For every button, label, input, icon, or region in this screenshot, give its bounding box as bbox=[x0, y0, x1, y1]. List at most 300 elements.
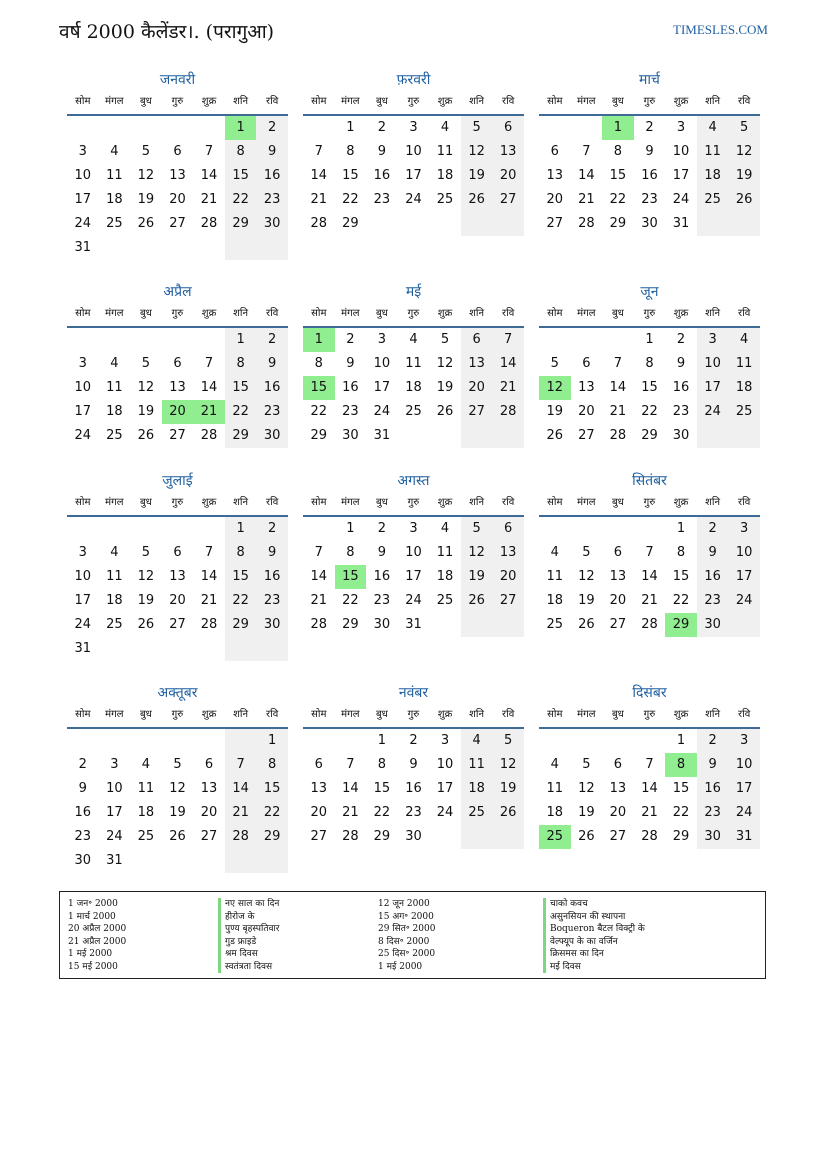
day-cell: 18 bbox=[697, 164, 729, 188]
day-cell: 11 bbox=[137, 781, 155, 796]
holiday-name: हीरोज के bbox=[218, 911, 378, 924]
holiday-day-cell: 29 bbox=[665, 613, 697, 637]
month-december bbox=[539, 683, 760, 895]
empty-cell bbox=[303, 517, 335, 541]
day-cell: 30 bbox=[672, 428, 690, 443]
day-cell: 30 bbox=[256, 613, 288, 637]
day-cell: 17 bbox=[436, 781, 454, 796]
weekday-label: शनि bbox=[233, 96, 249, 107]
holiday-date: 8 दिस॰ 2000 bbox=[378, 936, 430, 947]
day-cell: 13 bbox=[492, 140, 524, 164]
empty-cell bbox=[602, 729, 634, 753]
day-cell: 22 bbox=[256, 801, 288, 825]
day-cell: 15 bbox=[672, 569, 690, 584]
day-cell: 15 bbox=[342, 168, 359, 183]
day-cell: 24 bbox=[728, 589, 760, 613]
holiday-date: 1 मई 2000 bbox=[378, 961, 423, 972]
weekday-label: बुध bbox=[375, 308, 388, 319]
day-cell: 4 bbox=[550, 757, 559, 772]
empty-cell bbox=[429, 613, 461, 637]
month-title: जनवरी bbox=[159, 72, 196, 88]
weekday-label: बुध bbox=[375, 96, 388, 107]
weekday-label: बुध bbox=[611, 709, 624, 720]
day-cell: 8 bbox=[676, 545, 686, 560]
weekday-header bbox=[539, 303, 760, 328]
day-cell: 18 bbox=[137, 805, 155, 820]
month-title: मार्च bbox=[639, 72, 660, 88]
weekday-label: सोम bbox=[75, 308, 91, 319]
day-cell: 4 bbox=[697, 116, 729, 140]
day-cell: 11 bbox=[697, 140, 729, 164]
day-cell: 26 bbox=[436, 404, 454, 419]
day-cell: 27 bbox=[492, 188, 524, 212]
day-cell: 30 bbox=[373, 617, 391, 632]
weekday-label: रवि bbox=[266, 709, 279, 720]
day-cell: 8 bbox=[346, 545, 355, 560]
empty-cell bbox=[193, 849, 225, 873]
weekday-header bbox=[539, 91, 760, 116]
day-cell: 19 bbox=[492, 777, 524, 801]
month-july bbox=[67, 471, 288, 683]
day-cell: 24 bbox=[405, 192, 422, 207]
empty-cell bbox=[67, 729, 99, 753]
day-cell: 26 bbox=[461, 188, 493, 212]
empty-cell bbox=[130, 637, 162, 661]
day-cell: 28 bbox=[200, 617, 218, 632]
month-march bbox=[539, 70, 760, 282]
day-cell: 6 bbox=[550, 144, 559, 159]
weekday-header bbox=[303, 303, 524, 328]
day-cell: 13 bbox=[169, 380, 186, 395]
weekday-label: सोम bbox=[75, 709, 91, 720]
day-cell: 3 bbox=[110, 757, 119, 772]
day-cell: 18 bbox=[546, 593, 564, 608]
weekday-label: शनि bbox=[233, 709, 249, 720]
day-cell: 3 bbox=[728, 729, 760, 753]
day-cell: 25 bbox=[546, 617, 564, 632]
empty-cell bbox=[67, 328, 99, 352]
empty-cell bbox=[193, 517, 225, 541]
holiday-date: 1 जन॰ 2000 bbox=[68, 899, 118, 909]
day-cell: 15 bbox=[609, 168, 627, 183]
day-cell: 9 bbox=[377, 144, 387, 159]
day-cell: 10 bbox=[74, 569, 92, 584]
day-cell: 11 bbox=[106, 569, 123, 584]
empty-cell bbox=[335, 729, 367, 753]
day-cell: 24 bbox=[373, 404, 391, 419]
day-cell: 26 bbox=[728, 188, 760, 212]
day-cell: 17 bbox=[672, 168, 690, 183]
day-cell: 4 bbox=[728, 328, 760, 352]
holiday-day-cell: 15 bbox=[335, 565, 367, 589]
day-cell: 3 bbox=[409, 120, 418, 135]
day-cell: 26 bbox=[461, 589, 493, 613]
weekday-label: रवि bbox=[738, 709, 751, 720]
weekday-label: मंगल bbox=[105, 96, 124, 107]
empty-cell bbox=[162, 236, 194, 260]
empty-cell bbox=[193, 328, 225, 352]
day-cell: 1 bbox=[377, 733, 387, 748]
day-cell: 7 bbox=[346, 757, 355, 772]
empty-cell bbox=[461, 825, 493, 849]
day-cell: 8 bbox=[225, 352, 257, 376]
day-cell: 7 bbox=[645, 757, 654, 772]
day-cell: 28 bbox=[578, 216, 595, 231]
day-cell: 25 bbox=[461, 801, 493, 825]
day-cell: 28 bbox=[492, 400, 524, 424]
empty-cell bbox=[492, 212, 524, 236]
day-cell: 11 bbox=[405, 356, 422, 371]
weekday-label: सोम bbox=[311, 308, 327, 319]
day-cell: 2 bbox=[256, 328, 288, 352]
weekday-label: गुरु bbox=[643, 96, 656, 107]
day-cell: 18 bbox=[461, 777, 493, 801]
weekday-label: बुध bbox=[375, 709, 388, 720]
weekday-header bbox=[539, 704, 760, 729]
weekday-label: मंगल bbox=[105, 709, 124, 720]
day-cell: 21 bbox=[641, 593, 658, 608]
day-cell: 29 bbox=[342, 216, 359, 231]
empty-cell bbox=[256, 849, 288, 873]
day-cell: 23 bbox=[697, 801, 729, 825]
day-cell: 27 bbox=[169, 428, 186, 443]
day-cell: 28 bbox=[310, 216, 328, 231]
holiday-name: क्रिसमस का दिन bbox=[543, 948, 743, 961]
day-cell: 18 bbox=[106, 593, 123, 608]
day-cell: 8 bbox=[256, 753, 288, 777]
day-cell: 23 bbox=[256, 589, 288, 613]
day-cell: 14 bbox=[578, 168, 595, 183]
holiday-day-cell: 12 bbox=[539, 376, 571, 400]
day-grid bbox=[303, 729, 524, 849]
empty-cell bbox=[539, 729, 571, 753]
empty-cell bbox=[492, 825, 524, 849]
day-cell: 22 bbox=[672, 593, 690, 608]
day-cell: 5 bbox=[728, 116, 760, 140]
weekday-label: गुरु bbox=[171, 96, 184, 107]
day-cell: 21 bbox=[200, 192, 218, 207]
day-cell: 12 bbox=[578, 569, 595, 584]
weekday-header bbox=[539, 492, 760, 517]
legend-names-1 bbox=[218, 898, 378, 973]
day-cell: 10 bbox=[405, 545, 422, 560]
day-cell: 10 bbox=[106, 781, 123, 796]
day-cell: 30 bbox=[697, 613, 729, 637]
weekday-label: रवि bbox=[738, 497, 751, 508]
day-cell: 30 bbox=[641, 216, 658, 231]
month-title: अगस्त bbox=[397, 473, 430, 489]
day-cell: 6 bbox=[173, 545, 182, 560]
day-cell: 7 bbox=[582, 144, 591, 159]
month-february bbox=[303, 70, 524, 282]
day-cell: 14 bbox=[225, 777, 257, 801]
holiday-day-cell: 8 bbox=[665, 753, 697, 777]
day-cell: 6 bbox=[461, 328, 493, 352]
day-cell: 15 bbox=[672, 781, 690, 796]
holiday-name: पुण्य बृहस्पतिवार bbox=[218, 923, 378, 936]
day-cell: 22 bbox=[342, 593, 359, 608]
day-cell: 22 bbox=[225, 400, 257, 424]
day-cell: 24 bbox=[74, 428, 92, 443]
empty-cell bbox=[571, 116, 603, 140]
day-cell: 21 bbox=[225, 801, 257, 825]
day-cell: 28 bbox=[225, 825, 257, 849]
empty-cell bbox=[461, 424, 493, 448]
day-cell: 16 bbox=[74, 805, 92, 820]
day-grid bbox=[539, 729, 760, 849]
weekday-label: मंगल bbox=[341, 709, 360, 720]
empty-cell bbox=[461, 613, 493, 637]
day-cell: 12 bbox=[137, 168, 155, 183]
day-cell: 23 bbox=[641, 192, 658, 207]
empty-cell bbox=[67, 116, 99, 140]
holiday-date: 20 अप्रैल 2000 bbox=[68, 924, 127, 934]
day-cell: 22 bbox=[641, 404, 658, 419]
holiday-name: गुड फ्राइडे bbox=[218, 936, 378, 949]
weekday-label: रवि bbox=[502, 308, 515, 319]
day-cell: 11 bbox=[546, 781, 564, 796]
empty-cell bbox=[398, 424, 430, 448]
day-cell: 29 bbox=[373, 829, 391, 844]
day-cell: 4 bbox=[461, 729, 493, 753]
day-cell: 18 bbox=[106, 192, 123, 207]
weekday-label: शनि bbox=[233, 497, 249, 508]
day-grid bbox=[539, 328, 760, 448]
weekday-label: गुरु bbox=[407, 709, 420, 720]
empty-cell bbox=[539, 517, 571, 541]
day-cell: 7 bbox=[225, 753, 257, 777]
weekday-label: गुरु bbox=[171, 497, 184, 508]
holiday-name: चाको कवच bbox=[543, 898, 743, 911]
day-cell: 13 bbox=[169, 569, 186, 584]
day-cell: 14 bbox=[200, 569, 218, 584]
day-grid bbox=[303, 517, 524, 637]
weekday-label: बुध bbox=[611, 497, 624, 508]
day-cell: 18 bbox=[728, 376, 760, 400]
holiday-day-cell: 20 bbox=[162, 400, 194, 424]
empty-cell bbox=[539, 328, 571, 352]
empty-cell bbox=[571, 729, 603, 753]
empty-cell bbox=[162, 517, 194, 541]
weekday-label: सोम bbox=[311, 709, 327, 720]
empty-cell bbox=[303, 116, 335, 140]
day-cell: 22 bbox=[609, 192, 627, 207]
day-cell: 10 bbox=[697, 352, 729, 376]
day-cell: 29 bbox=[225, 212, 257, 236]
day-cell: 2 bbox=[377, 120, 387, 135]
day-cell: 21 bbox=[578, 192, 595, 207]
holiday-name: असुनसियन की स्थापना bbox=[543, 911, 743, 924]
day-cell: 15 bbox=[225, 376, 257, 400]
weekday-label: शनि bbox=[469, 497, 485, 508]
empty-cell bbox=[193, 729, 225, 753]
day-cell: 25 bbox=[106, 617, 123, 632]
day-cell: 1 bbox=[346, 521, 355, 536]
day-cell: 17 bbox=[74, 593, 92, 608]
day-cell: 9 bbox=[676, 356, 686, 371]
day-cell: 14 bbox=[641, 569, 658, 584]
day-cell: 12 bbox=[461, 541, 493, 565]
weekday-label: शुक्र bbox=[201, 709, 217, 720]
weekday-label: रवि bbox=[266, 96, 279, 107]
day-cell: 26 bbox=[137, 216, 155, 231]
day-cell: 6 bbox=[613, 545, 623, 560]
holiday-day-cell: 1 bbox=[602, 116, 634, 140]
legend-dates-2 bbox=[378, 898, 543, 973]
day-cell: 23 bbox=[672, 404, 690, 419]
day-cell: 13 bbox=[310, 781, 328, 796]
day-cell: 21 bbox=[492, 376, 524, 400]
day-cell: 1 bbox=[676, 733, 686, 748]
legend-dates-1 bbox=[68, 898, 218, 973]
day-cell: 20 bbox=[609, 593, 627, 608]
day-cell: 12 bbox=[461, 140, 493, 164]
weekday-label: रवि bbox=[738, 308, 751, 319]
day-cell: 2 bbox=[645, 120, 654, 135]
day-cell: 22 bbox=[373, 805, 391, 820]
weekday-label: मंगल bbox=[577, 96, 596, 107]
weekday-label: बुध bbox=[375, 497, 388, 508]
day-cell: 21 bbox=[609, 404, 627, 419]
day-cell: 7 bbox=[204, 356, 214, 371]
day-cell: 21 bbox=[342, 805, 359, 820]
day-cell: 21 bbox=[641, 805, 658, 820]
day-cell: 3 bbox=[78, 545, 87, 560]
empty-cell bbox=[697, 424, 729, 448]
day-cell: 13 bbox=[609, 569, 627, 584]
day-cell: 19 bbox=[578, 593, 595, 608]
day-cell: 19 bbox=[137, 404, 155, 419]
day-cell: 7 bbox=[314, 144, 323, 159]
day-cell: 14 bbox=[609, 380, 627, 395]
day-cell: 18 bbox=[405, 380, 422, 395]
day-cell: 2 bbox=[256, 517, 288, 541]
empty-cell bbox=[162, 116, 194, 140]
empty-cell bbox=[162, 729, 194, 753]
weekday-label: मंगल bbox=[105, 497, 124, 508]
empty-cell bbox=[130, 729, 162, 753]
day-cell: 10 bbox=[74, 168, 92, 183]
day-cell: 9 bbox=[256, 140, 288, 164]
empty-cell bbox=[99, 328, 131, 352]
empty-cell bbox=[429, 212, 461, 236]
weekday-label: बुध bbox=[611, 96, 624, 107]
day-cell: 12 bbox=[492, 753, 524, 777]
legend-names-2 bbox=[543, 898, 743, 973]
day-cell: 11 bbox=[546, 569, 564, 584]
day-grid bbox=[67, 517, 288, 661]
empty-cell bbox=[130, 849, 162, 873]
empty-cell bbox=[256, 637, 288, 661]
day-cell: 26 bbox=[492, 801, 524, 825]
day-cell: 16 bbox=[697, 565, 729, 589]
day-cell: 6 bbox=[492, 517, 524, 541]
day-cell: 27 bbox=[169, 617, 186, 632]
empty-cell bbox=[429, 424, 461, 448]
day-cell: 9 bbox=[256, 541, 288, 565]
day-cell: 4 bbox=[550, 545, 559, 560]
day-cell: 2 bbox=[346, 332, 355, 347]
day-cell: 5 bbox=[141, 144, 151, 159]
weekday-label: शनि bbox=[705, 709, 721, 720]
weekday-label: रवि bbox=[738, 96, 751, 107]
day-cell: 25 bbox=[405, 404, 422, 419]
day-cell: 30 bbox=[74, 853, 92, 868]
weekday-label: मंगल bbox=[105, 308, 124, 319]
day-cell: 8 bbox=[225, 541, 257, 565]
day-cell: 19 bbox=[169, 805, 186, 820]
empty-cell bbox=[130, 116, 162, 140]
day-grid bbox=[539, 116, 760, 236]
day-cell: 16 bbox=[342, 380, 359, 395]
empty-cell bbox=[225, 849, 257, 873]
day-cell: 7 bbox=[645, 545, 654, 560]
day-cell: 11 bbox=[436, 545, 454, 560]
day-cell: 22 bbox=[225, 188, 257, 212]
day-cell: 2 bbox=[697, 729, 729, 753]
day-cell: 6 bbox=[173, 144, 182, 159]
day-cell: 23 bbox=[697, 589, 729, 613]
holiday-legend bbox=[59, 891, 766, 979]
day-cell: 25 bbox=[728, 400, 760, 424]
empty-cell bbox=[492, 613, 524, 637]
day-cell: 14 bbox=[310, 569, 328, 584]
day-cell: 17 bbox=[373, 380, 391, 395]
weekday-label: रवि bbox=[502, 709, 515, 720]
day-cell: 30 bbox=[405, 829, 422, 844]
day-cell: 23 bbox=[373, 593, 391, 608]
day-cell: 24 bbox=[106, 829, 123, 844]
day-cell: 15 bbox=[225, 565, 257, 589]
day-cell: 9 bbox=[256, 352, 288, 376]
weekday-label: सोम bbox=[311, 96, 327, 107]
empty-cell bbox=[697, 212, 729, 236]
day-cell: 4 bbox=[409, 332, 418, 347]
holiday-name: Boqueron बैटल विक्ट्री के bbox=[543, 923, 743, 936]
day-cell: 25 bbox=[436, 593, 454, 608]
weekday-label: गुरु bbox=[643, 497, 656, 508]
day-cell: 19 bbox=[578, 805, 595, 820]
day-cell: 5 bbox=[461, 517, 493, 541]
day-cell: 7 bbox=[204, 545, 214, 560]
day-cell: 4 bbox=[110, 356, 119, 371]
day-cell: 5 bbox=[582, 757, 591, 772]
day-cell: 13 bbox=[461, 352, 493, 376]
month-october bbox=[67, 683, 288, 895]
empty-cell bbox=[728, 613, 760, 637]
day-cell: 27 bbox=[200, 829, 218, 844]
day-cell: 17 bbox=[728, 777, 760, 801]
day-cell: 2 bbox=[409, 733, 418, 748]
day-cell: 5 bbox=[582, 545, 591, 560]
day-cell: 18 bbox=[436, 168, 454, 183]
weekday-label: शुक्र bbox=[201, 497, 217, 508]
empty-cell bbox=[398, 212, 430, 236]
weekday-label: सोम bbox=[547, 308, 563, 319]
day-cell: 8 bbox=[225, 140, 257, 164]
day-cell: 10 bbox=[728, 541, 760, 565]
day-cell: 3 bbox=[78, 356, 87, 371]
day-cell: 20 bbox=[461, 376, 493, 400]
holiday-day-cell: 15 bbox=[303, 376, 335, 400]
weekday-label: गुरु bbox=[643, 709, 656, 720]
holiday-date: 21 अप्रैल 2000 bbox=[68, 936, 127, 947]
weekday-header bbox=[67, 704, 288, 729]
day-cell: 5 bbox=[141, 545, 151, 560]
site-link[interactable]: TIMESLES.COM bbox=[673, 22, 768, 37]
day-cell: 10 bbox=[74, 380, 92, 395]
weekday-label: मंगल bbox=[577, 497, 596, 508]
